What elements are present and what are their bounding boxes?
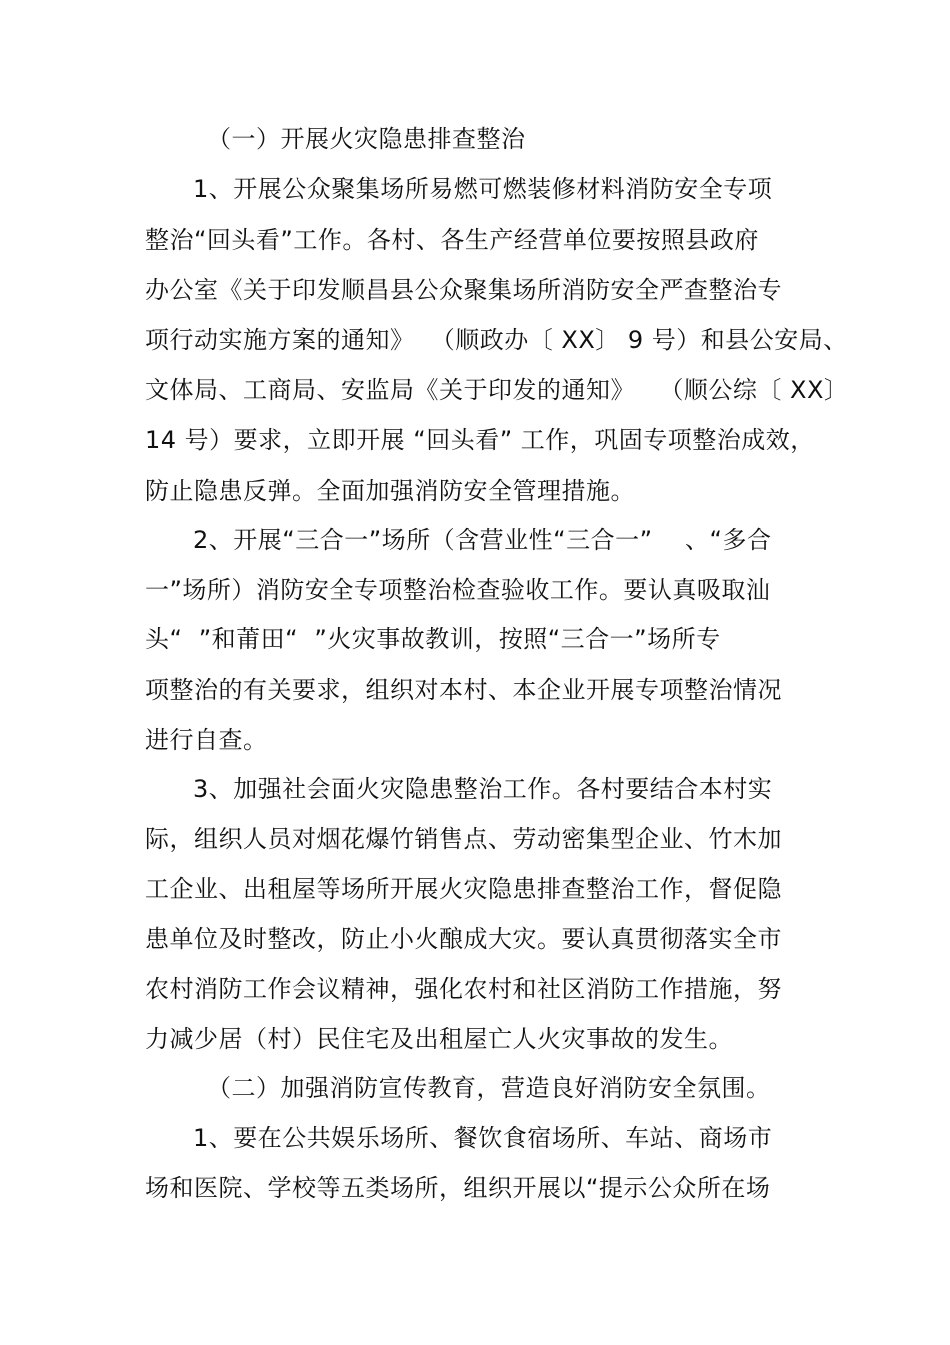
paragraph-line: 项行动实施方案的通知》 （顺政办〔 XX〕 9 号）和县公安局、	[145, 326, 848, 354]
paragraph-line: 2、开展“三合一”场所（含营业性“三合一” 、“多合	[193, 526, 772, 554]
paragraph-line: 场和医院、学校等五类场所，组织开展以“提示公众所在场	[145, 1174, 771, 1202]
paragraph-line: 农村消防工作会议精神，强化农村和社区消防工作措施，努	[145, 975, 782, 1003]
paragraph-line: 办公室《关于印发顺昌县公众聚集场所消防安全严查整治专	[145, 276, 782, 304]
paragraph-line: 项整治的有关要求，组织对本村、本企业开展专项整治情况	[145, 676, 782, 704]
paragraph-line: 际，组织人员对烟花爆竹销售点、劳动密集型企业、竹木加	[145, 825, 782, 853]
section-heading-1: （一）开展火灾隐患排查整治	[207, 125, 526, 153]
paragraph-line: 14 号）要求，立即开展 “回头看” 工作，巩固专项整治成效，	[145, 426, 815, 454]
paragraph-line: 力减少居（村）民住宅及出租屋亡人火灾事故的发生。	[145, 1025, 733, 1053]
section-heading-2: （二）加强消防宣传教育，营造良好消防安全氛围。	[207, 1074, 771, 1102]
paragraph-line: 头“ ”和莆田“ ”火灾事故教训，按照“三合一”场所专	[145, 625, 721, 653]
paragraph-line: 文体局、工商局、安监局《关于印发的通知》 （顺公综〔 XX〕	[145, 376, 849, 404]
paragraph-line: 进行自查。	[145, 726, 268, 754]
paragraph-line: 患单位及时整改，防止小火酿成大灾。要认真贯彻落实全市	[145, 925, 782, 953]
paragraph-line: 1、要在公共娱乐场所、餐饮食宿场所、车站、商场市	[193, 1124, 773, 1152]
paragraph-line: 一”场所）消防安全专项整治检查验收工作。要认真吸取汕	[145, 576, 771, 604]
paragraph-line: 整治“回头看”工作。各村、各生产经营单位要按照县政府	[145, 226, 759, 254]
paragraph-line: 1、开展公众聚集场所易燃可燃装修材料消防安全专项	[193, 175, 773, 203]
paragraph-line: 3、加强社会面火灾隐患整治工作。各村要结合本村实	[193, 775, 773, 803]
paragraph-line: 工企业、出租屋等场所开展火灾隐患排查整治工作，督促隐	[145, 875, 782, 903]
paragraph-line: 防止隐患反弹。全面加强消防安全管理措施。	[145, 477, 635, 505]
